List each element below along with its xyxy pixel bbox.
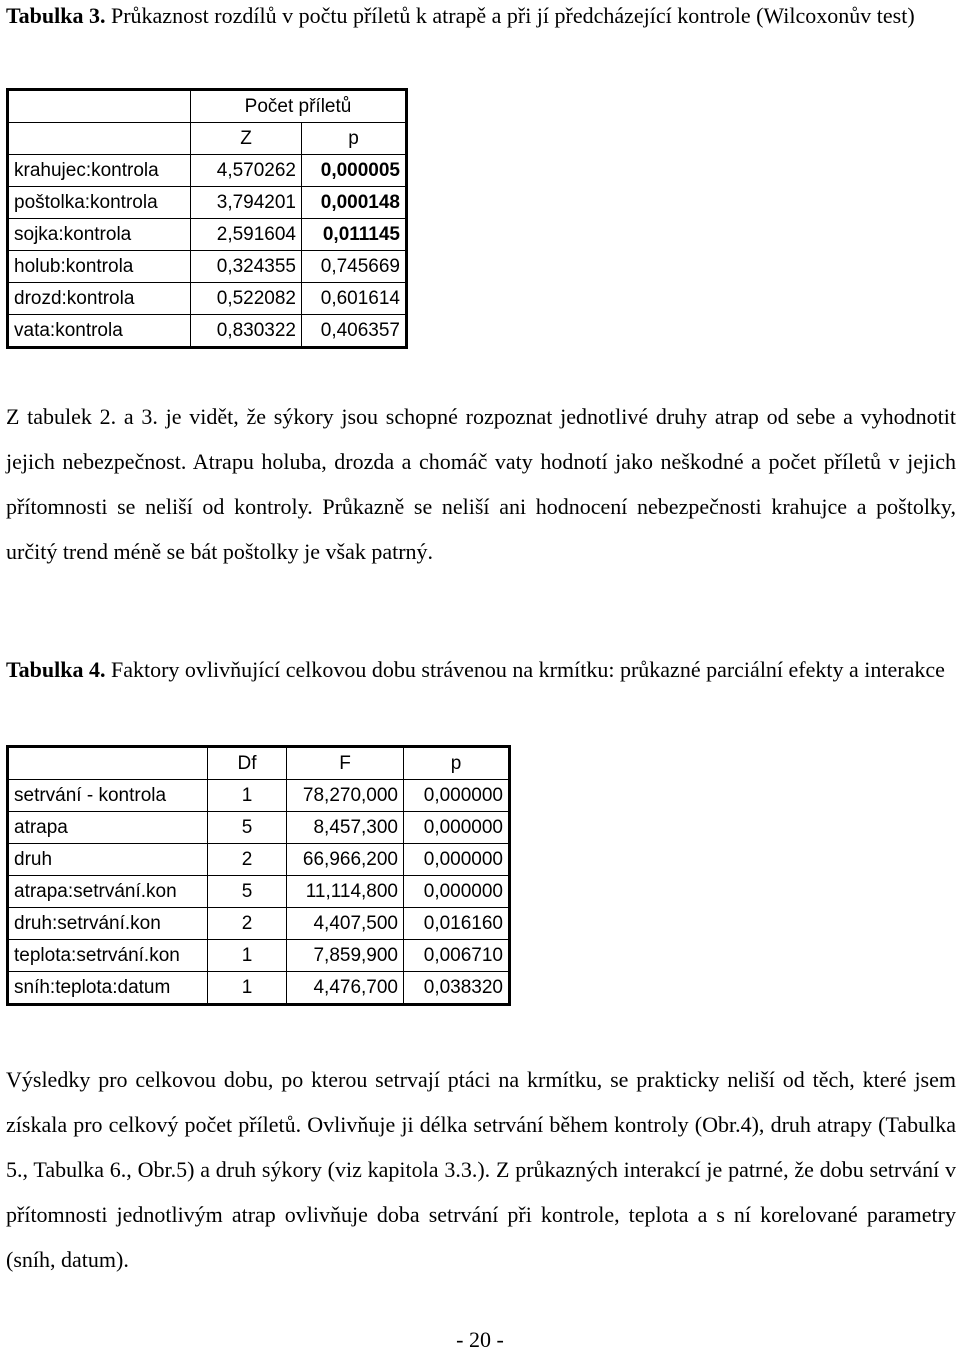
table3-row-p: 0,406357 xyxy=(302,315,407,348)
table3-caption-label: Tabulka 3. xyxy=(6,3,106,28)
body-paragraph-2: Výsledky pro celkovou dobu, po kterou setrvají ptáci na krmítku, se prakticky neliší od těch, které jsem získala pro celkový počet příletů. Ovlivňuje ji délka setrvání během kontroly (Obr.4), druh atrapy (Tabulka 5., Tabulka 6., Obr.5) a druh sýkory (viz kapitola 3.3.). Z průkazných interakcí je patrné, že dobu setrvání v přítomnosti jednotlivým atrap ovlivňuje doba setrvání při kontrole, teplota a s ní korelované parametry (sníh, datum). xyxy=(6,1067,956,1272)
table-row xyxy=(8,876,510,908)
table4-col-p: p xyxy=(404,747,510,780)
table-row xyxy=(8,155,407,187)
table4-row-f: 78,270,000 xyxy=(287,780,404,812)
table4-row-f: 7,859,900 xyxy=(287,940,404,972)
table3-col-p: p xyxy=(302,123,407,155)
table4-col-df: Df xyxy=(208,747,287,780)
table3-group-header: Počet příletů xyxy=(191,90,407,123)
table4-row-df: 5 xyxy=(208,812,287,844)
table4-row-name: druh:setrvání.kon xyxy=(8,908,208,940)
table-row xyxy=(8,908,510,940)
table-row xyxy=(8,780,510,812)
table4-header-blank xyxy=(8,747,208,780)
table3-row-name: sojka:kontrola xyxy=(8,219,191,251)
table4-row-p: 0,006710 xyxy=(404,940,510,972)
table3-caption-text: Průkaznost rozdílů v počtu příletů k atrapě a při jí předcházející kontrole (Wilcoxonův test) xyxy=(110,3,915,28)
page-number: - 20 - xyxy=(456,1327,504,1352)
table-row xyxy=(8,283,407,315)
table3-row-name: holub:kontrola xyxy=(8,251,191,283)
table4-row-df: 1 xyxy=(208,780,287,812)
table-row xyxy=(8,844,510,876)
table4-row-name: teplota:setrvání.kon xyxy=(8,940,208,972)
table-row xyxy=(8,251,407,283)
table3-row-z: 0,324355 xyxy=(191,251,302,283)
table4-row-f: 4,407,500 xyxy=(287,908,404,940)
table4-row-f: 4,476,700 xyxy=(287,972,404,1005)
table3-column-header-row xyxy=(8,123,407,155)
table4-row-p: 0,038320 xyxy=(404,972,510,1005)
table4-row-f: 8,457,300 xyxy=(287,812,404,844)
table4-row-name: atrapa:setrvání.kon xyxy=(8,876,208,908)
table3-row-z: 4,570262 xyxy=(191,155,302,187)
table4-row-df: 5 xyxy=(208,876,287,908)
table4-row-f: 66,966,200 xyxy=(287,844,404,876)
table3-row-z: 0,522082 xyxy=(191,283,302,315)
table-row xyxy=(8,315,407,348)
table3-row-name: vata:kontrola xyxy=(14,320,123,341)
table3 xyxy=(6,88,408,349)
table3-row-p: 0,011145 xyxy=(302,219,407,251)
table4 xyxy=(6,745,511,1006)
table-row xyxy=(8,940,510,972)
table3-row-p: 0,000148 xyxy=(302,187,407,219)
table4-caption-label: Tabulka 4. xyxy=(6,657,106,682)
table3-row-name: krahujec:kontrola xyxy=(8,155,191,187)
table3-row-name: poštolka:kontrola xyxy=(8,187,191,219)
table4-col-f: F xyxy=(287,747,404,780)
table3-row-z: 3,794201 xyxy=(191,187,302,219)
table3-header-blank-2 xyxy=(8,123,191,155)
table4-row-name: sníh:teplota:datum xyxy=(14,977,171,998)
table3-caption xyxy=(6,0,956,31)
table3-row-p: 0,601614 xyxy=(302,283,407,315)
table-row xyxy=(8,219,407,251)
table3-header-blank xyxy=(8,90,191,123)
table3-col-z: Z xyxy=(191,123,302,155)
table4-row-p: 0,000000 xyxy=(404,876,510,908)
table4-row-name: setrvání - kontrola xyxy=(8,780,208,812)
table4-row-name: druh xyxy=(8,844,208,876)
table3-row-z: 2,591604 xyxy=(191,219,302,251)
table-row xyxy=(8,187,407,219)
table4-caption xyxy=(6,654,956,685)
table3-row-name: drozd:kontrola xyxy=(8,283,191,315)
table3-row-p: 0,000005 xyxy=(302,155,407,187)
table3-group-header-row xyxy=(8,90,407,123)
table-row xyxy=(8,972,510,1005)
table4-row-df: 1 xyxy=(208,940,287,972)
table4-row-p: 0,000000 xyxy=(404,844,510,876)
table3-row-z: 0,830322 xyxy=(191,315,302,348)
table4-row-p: 0,000000 xyxy=(404,812,510,844)
table4-row-name: atrapa xyxy=(8,812,208,844)
table4-header-row xyxy=(8,747,510,780)
table-row xyxy=(8,812,510,844)
table4-row-p: 0,016160 xyxy=(404,908,510,940)
table4-row-df: 2 xyxy=(208,844,287,876)
table4-row-df: 2 xyxy=(208,908,287,940)
table4-caption-text: Faktory ovlivňující celkovou dobu strávenou na krmítku: průkazné parciální efekty a interakce xyxy=(110,657,945,682)
body-paragraph-1: Z tabulek 2. a 3. je vidět, že sýkory jsou schopné rozpoznat jednotlivé druhy atrap od sebe a vyhodnotit jejich nebezpečnost. Atrapu holuba, drozda a chomáč vaty hodnotí jako neškodné a počet příletů v jejich přítomnosti se neliší od kontroly. Průkazně se neliší ani hodnocení nebezpečnosti krahujce a poštolky, určitý trend méně se bát poštolky je však patrný. xyxy=(6,404,956,564)
table4-row-p: 0,000000 xyxy=(404,780,510,812)
table3-row-p: 0,745669 xyxy=(302,251,407,283)
table4-row-df: 1 xyxy=(208,972,287,1005)
table4-row-f: 11,114,800 xyxy=(287,876,404,908)
